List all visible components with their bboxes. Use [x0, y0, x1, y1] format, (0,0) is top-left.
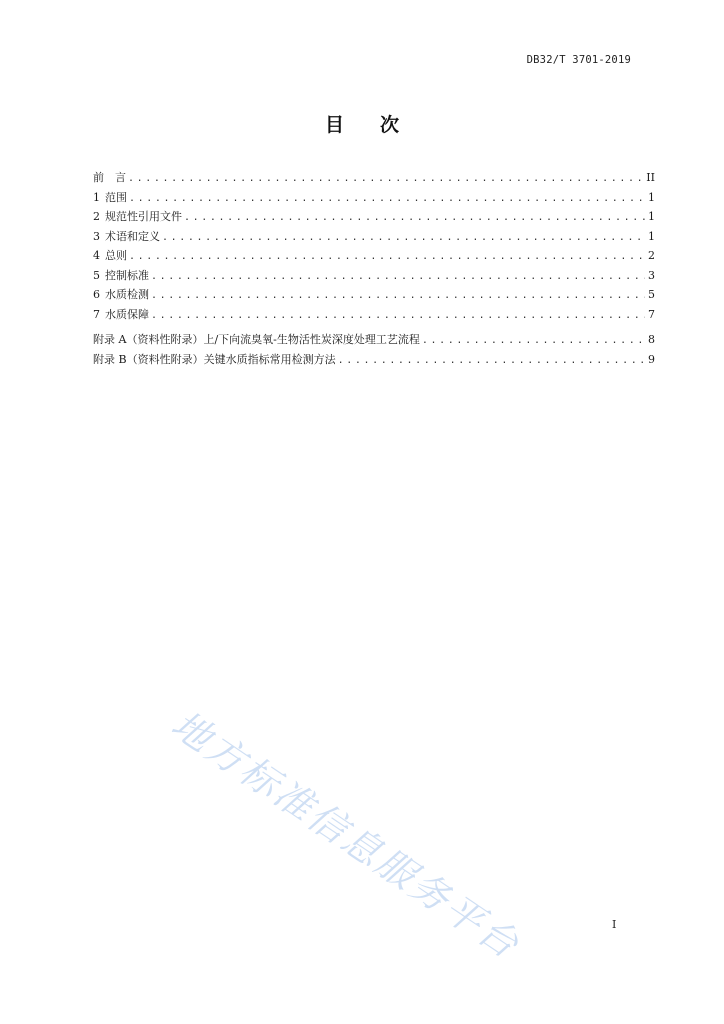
- table-of-contents: [93, 168, 655, 369]
- toc-entry-page: 1: [648, 210, 655, 223]
- toc-entry-page: 1: [648, 190, 655, 204]
- toc-entry-water-assurance[interactable]: [93, 305, 655, 325]
- toc-title: 目次: [324, 114, 435, 136]
- toc-entry-foreword[interactable]: [93, 168, 655, 188]
- toc-leader-dots: [184, 208, 645, 227]
- toc-leader-dots: [129, 189, 645, 208]
- toc-entry-label: 水质保障: [105, 307, 149, 321]
- toc-entry-number: 5: [93, 268, 100, 282]
- toc-leader-dots: [128, 169, 644, 188]
- toc-entry-water-testing[interactable]: [93, 285, 655, 305]
- toc-entry-scope[interactable]: [93, 188, 655, 208]
- toc-entry-page: 3: [648, 268, 655, 282]
- toc-entry-label: 附录 A（资料性附录）上/下向流臭氧-生物活性炭深度处理工艺流程: [93, 333, 420, 346]
- toc-leader-dots: [151, 306, 645, 325]
- toc-entry-label: 控制标准: [105, 268, 149, 282]
- toc-leader-dots: [151, 286, 645, 305]
- toc-entry-page: 5: [648, 288, 655, 301]
- toc-entry-normative-references[interactable]: [93, 207, 655, 227]
- toc-leader-dots: [129, 247, 645, 266]
- toc-entry-label: 前 言: [93, 171, 126, 184]
- toc-entry-appendix-b[interactable]: [93, 350, 655, 370]
- toc-entry-number: 2: [93, 210, 100, 223]
- toc-entry-control-standards[interactable]: [93, 266, 655, 286]
- toc-leader-dots: [338, 351, 645, 370]
- toc-entry-label: 总则: [105, 249, 127, 262]
- toc-entry-label: 规范性引用文件: [105, 210, 182, 223]
- toc-entry-number: 4: [93, 249, 100, 262]
- toc-entry-terms-definitions[interactable]: [93, 227, 655, 247]
- toc-entry-label: 范围: [105, 190, 127, 204]
- toc-entry-page: 8: [648, 333, 655, 346]
- toc-entry-number: 7: [93, 307, 100, 321]
- toc-entry-number: 1: [93, 190, 100, 204]
- toc-entry-label: 水质检测: [105, 288, 149, 301]
- toc-entry-page: 1: [648, 229, 655, 243]
- page-number: I: [612, 918, 617, 931]
- toc-leader-dots: [162, 228, 645, 247]
- toc-entry-appendix-a[interactable]: [93, 330, 655, 350]
- toc-entry-number: 6: [93, 288, 100, 301]
- toc-entry-page: 2: [648, 249, 655, 262]
- watermark-text: 地方标准信息服务平台: [163, 702, 529, 968]
- toc-leader-dots: [151, 267, 645, 286]
- toc-entry-page: 9: [648, 352, 655, 366]
- toc-entry-label: 术语和定义: [105, 229, 160, 243]
- toc-leader-dots: [422, 331, 645, 350]
- toc-entry-number: 3: [93, 229, 100, 243]
- toc-entry-general[interactable]: [93, 246, 655, 266]
- toc-entry-page: II: [646, 171, 655, 184]
- document-code: DB32/T 3701-2019: [526, 54, 631, 66]
- toc-entry-label: 附录 B（资料性附录）关键水质指标常用检测方法: [93, 352, 336, 366]
- toc-entry-page: 7: [648, 307, 655, 321]
